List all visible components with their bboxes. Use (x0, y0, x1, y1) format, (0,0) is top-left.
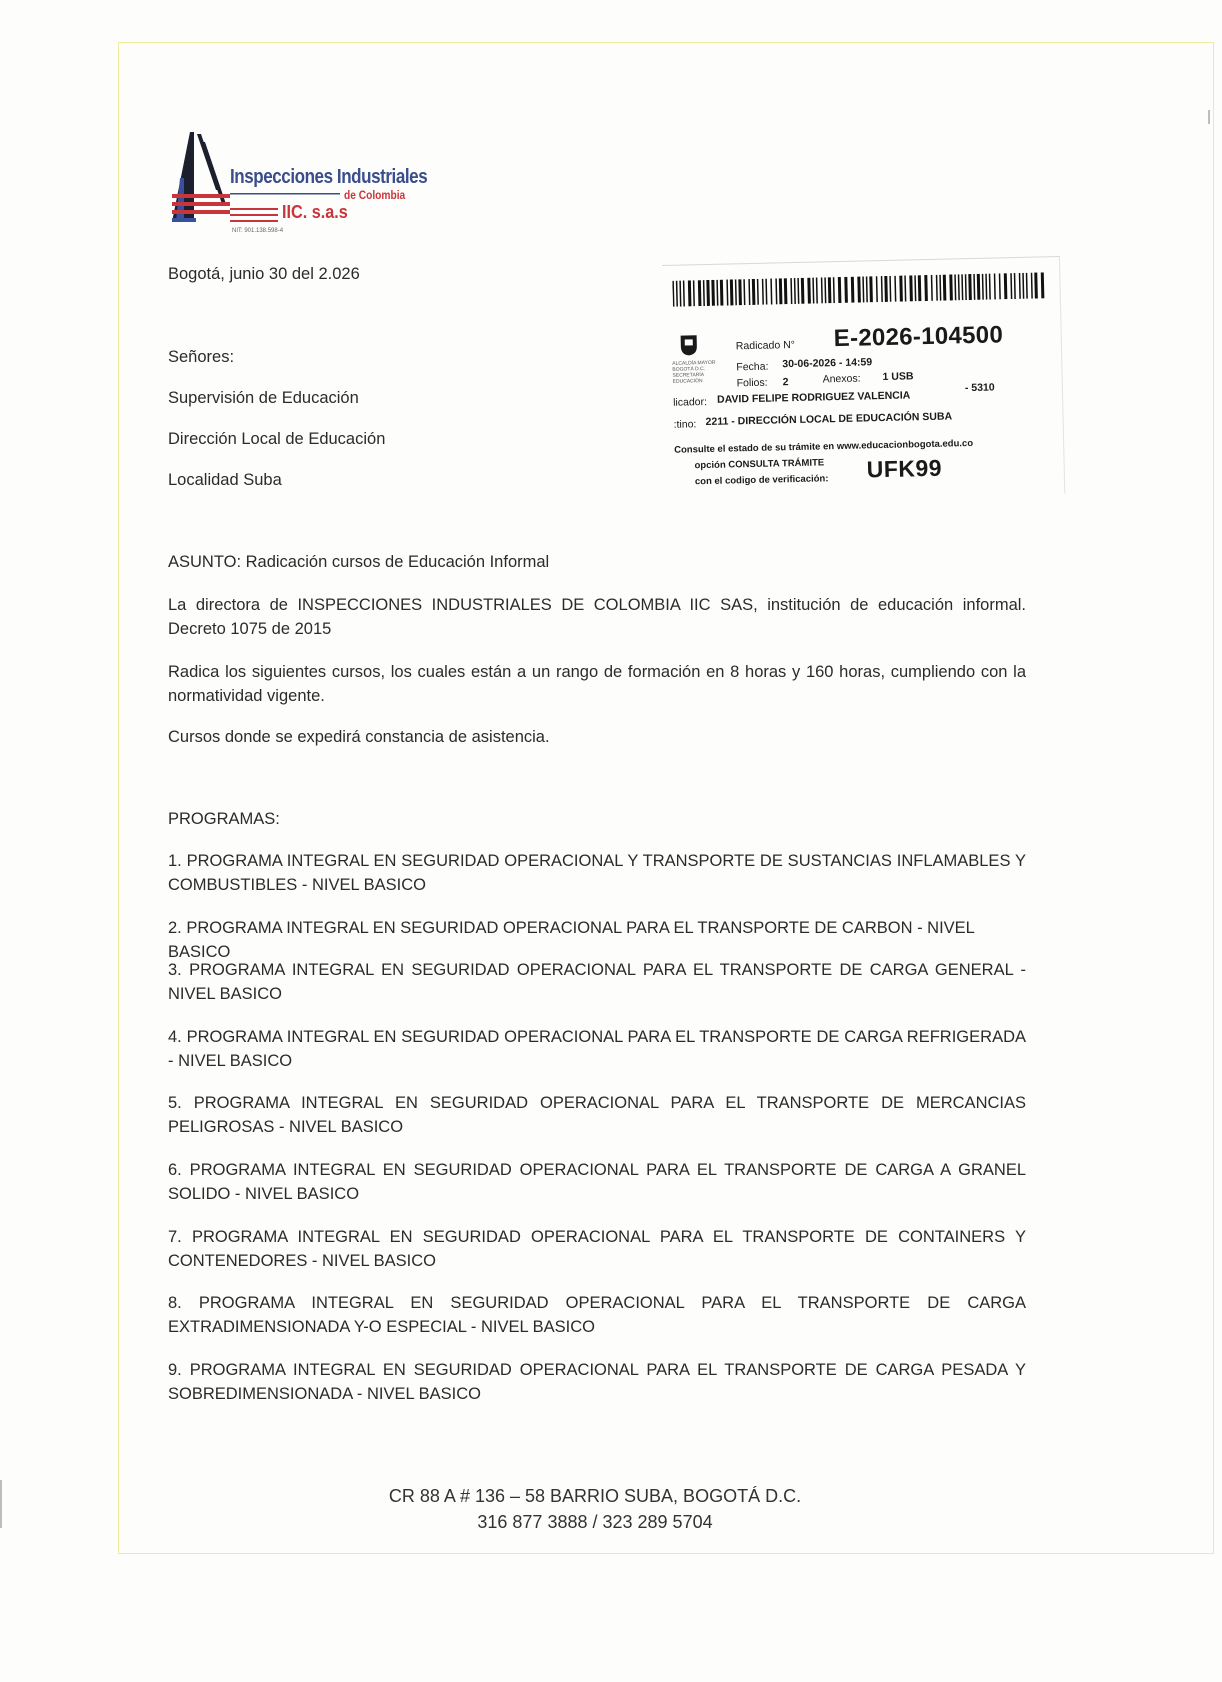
company-short-name: IIC. s.a.s (282, 202, 348, 222)
radicado-label: Radicado N° (735, 339, 796, 353)
crest-caption: ALCALDÍA MAYOR BOGOTÁ D.C. SECRETARÍA EDUCACIÓN (672, 359, 716, 385)
company-subname: de Colombia (344, 188, 406, 202)
body-paragraph: Radica los siguientes cursos, los cuales están a un rango de formación en 8 horas y 160 horas, cumpliendo con la normatividad vigente. (168, 663, 1026, 705)
logo-mark-icon (168, 130, 238, 230)
scan-edge-mark (0, 1480, 2, 1528)
program-item: 4. PROGRAMA INTEGRAL EN SEGURIDAD OPERACIONAL PARA EL TRANSPORTE DE CARGA REFRIGERADA - NIVEL BASICO (168, 1028, 1026, 1070)
anexos-label: Anexos: (822, 372, 861, 386)
fecha-label: Fecha: (736, 360, 769, 374)
recipient-line: Señores: (168, 348, 235, 366)
radicado-stamp (662, 256, 1067, 505)
recipient-line: Localidad Suba (168, 471, 282, 489)
program-item: 2. PROGRAMA INTEGRAL EN SEGURIDAD OPERACIONAL PARA EL TRANSPORTE DE CARBON - NIVEL BASICO (168, 919, 975, 961)
body-paragraph: La directora de INSPECCIONES INDUSTRIALES DE COLOMBIA IIC SAS, institución de educación informal. Decreto 1075 de 2015 (168, 596, 1026, 638)
folios-value: 2 (782, 376, 789, 389)
recipient-line: Dirección Local de Educación (168, 430, 386, 448)
fecha-value: 30-06-2026 - 14:59 (782, 356, 873, 371)
program-item: 6. PROGRAMA INTEGRAL EN SEGURIDAD OPERACIONAL PARA EL TRANSPORTE DE CARGA A GRANEL SOLIDO - NIVEL BASICO (168, 1161, 1026, 1203)
program-item: 7. PROGRAMA INTEGRAL EN SEGURIDAD OPERACIONAL PARA EL TRANSPORTE DE CONTAINERS Y CONTENEDORES - NIVEL BASICO (168, 1228, 1026, 1270)
recipient-line: Supervisión de Educación (168, 389, 359, 407)
footer-address: CR 88 A # 136 – 58 BARRIO SUBA, BOGOTÁ D.C. (388, 1486, 802, 1506)
body-paragraph: Cursos donde se expedirá constancia de asistencia. (168, 728, 550, 746)
program-item: 8. PROGRAMA INTEGRAL EN SEGURIDAD OPERACIONAL PARA EL TRANSPORTE DE CARGA EXTRADIMENSIONADA Y-O ESPECIAL - NIVEL BASICO (168, 1294, 1026, 1336)
destino-label: :tino: (673, 418, 697, 431)
radicador-label: licador: (672, 396, 708, 409)
bogota-crest-icon (680, 334, 698, 356)
radicador-ext: - 5310 (964, 381, 995, 395)
logo-red-lines (230, 206, 290, 226)
company-nit: NIT: 901.138.598-4 (232, 228, 284, 234)
consulta-line: con el codigo de verificación: (694, 473, 829, 488)
consulta-line: Consulte el estado de su trámite en www.educacionbogota.edu.co (674, 437, 974, 456)
footer-phones: 316 877 3888 / 323 289 5704 (477, 1512, 713, 1532)
folios-label: Folios: (736, 376, 768, 390)
radicador-value: DAVID FELIPE RODRIGUEZ VALENCIA (716, 389, 911, 406)
letter-date: Bogotá, junio 30 del 2.026 (168, 265, 360, 283)
consulta-line: opción CONSULTA TRÁMITE (694, 457, 825, 472)
destino-value: 2211 - DIRECCIÓN LOCAL DE EDUCACIÓN SUBA (705, 410, 953, 429)
company-logo (168, 130, 428, 240)
program-item: 5. PROGRAMA INTEGRAL EN SEGURIDAD OPERACIONAL PARA EL TRANSPORTE DE MERCANCIAS PELIGROSAS - NIVEL BASICO (168, 1094, 1026, 1136)
program-item: 3. PROGRAMA INTEGRAL EN SEGURIDAD OPERACIONAL PARA EL TRANSPORTE DE CARGA GENERAL - NIVEL BASICO (168, 961, 1026, 1003)
scan-edge-mark (1208, 110, 1210, 124)
company-name: Inspecciones Industriales (230, 166, 428, 188)
program-item: 1. PROGRAMA INTEGRAL EN SEGURIDAD OPERACIONAL Y TRANSPORTE DE SUSTANCIAS INFLAMABLES Y COMBUSTIBLES - NIVEL BASICO (168, 852, 1026, 894)
programs-title: PROGRAMAS: (168, 810, 280, 828)
radicado-number: E-2026-104500 (833, 321, 1004, 353)
subject-line: ASUNTO: Radicación cursos de Educación Informal (168, 553, 550, 571)
verification-code: UFK99 (866, 454, 943, 483)
program-item: 9. PROGRAMA INTEGRAL EN SEGURIDAD OPERACIONAL PARA EL TRANSPORTE DE CARGA PESADA Y SOBREDIMENSIONADA - NIVEL BASICO (168, 1361, 1026, 1403)
anexos-value: 1 USB (882, 370, 914, 384)
